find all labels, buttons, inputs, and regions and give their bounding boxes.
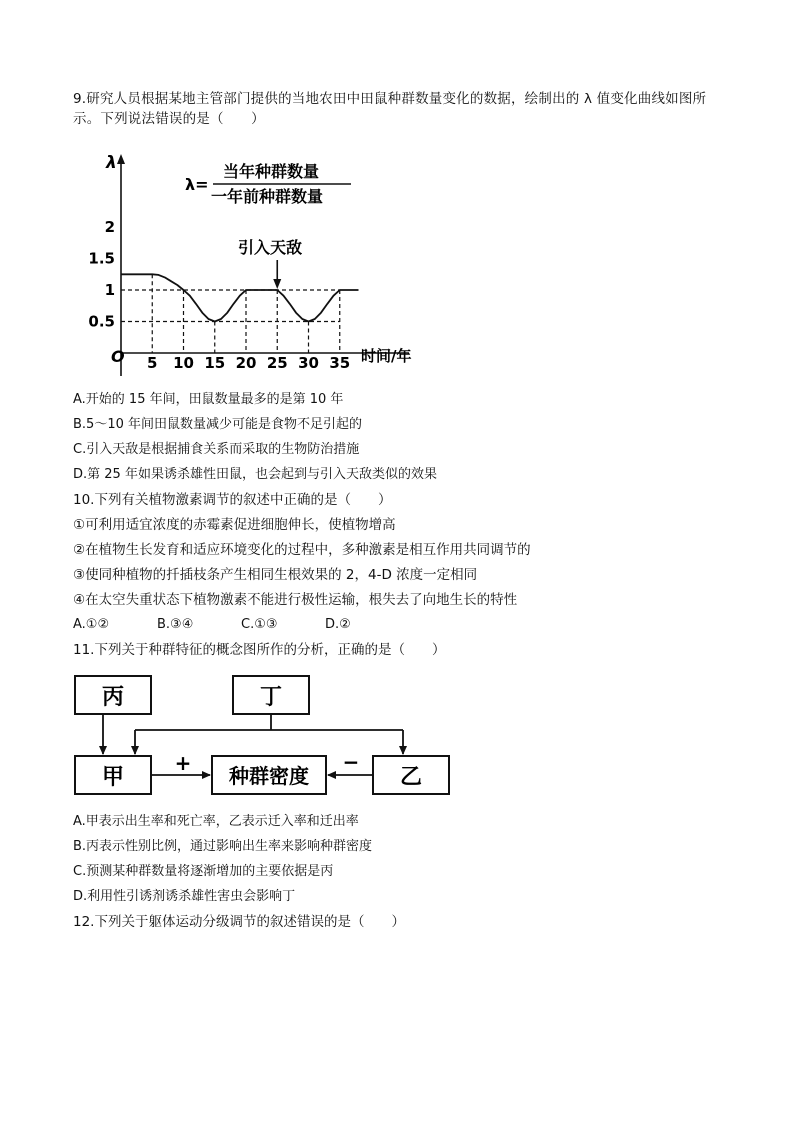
x-tick-label-10: 10 — [173, 354, 194, 372]
q9-option-d: D.第 25 年如果诱杀雄性田鼠，也会起到与引入天敌类似的效果 — [73, 467, 437, 482]
y-tick-label-2: 2 — [104, 218, 115, 236]
annotation-label: 引入天敌 — [238, 238, 303, 257]
q10-option-c: C.①③ — [241, 617, 278, 632]
q9-option-c: C.引入天敌是根据捕食关系而采取的生物防治措施 — [73, 442, 360, 457]
question-9-stem: 9.研究人员根据某地主管部门提供的当地农田中田鼠种群数量变化的数据，绘制出的 λ 值变化曲线如图所示。下列说法错误的是（ ） — [73, 91, 707, 127]
label-yi: 乙 — [399, 765, 423, 790]
q9-option-b: B.5～10 年间田鼠数量减少可能是食物不足引起的 — [73, 417, 362, 432]
formula-numerator: 当年种群数量 — [223, 162, 320, 181]
formula-denominator: 一年前种群数量 — [211, 187, 324, 206]
label-ding: 丁 — [259, 685, 283, 710]
x-tick-label-5: 5 — [147, 354, 158, 372]
q10-options — [73, 615, 351, 635]
y-axis-label: λ — [106, 153, 117, 173]
q11-option-a: A.甲表示出生率和死亡率，乙表示迁入率和迁出率 — [73, 814, 359, 829]
x-tick-label-25: 25 — [266, 354, 288, 372]
sign-minus: − — [342, 750, 360, 774]
q10-item-4: ④在太空失重状态下植物激素不能进行极性运输，根失去了向地生长的特性 — [73, 592, 518, 608]
x-tick-label-20: 20 — [235, 354, 257, 372]
x-tick-label-30: 30 — [298, 354, 319, 372]
question-11-stem: 11.下列关于种群特征的概念图所作的分析，正确的是（ ） — [73, 642, 446, 658]
q10-item-3: ③使同种植物的扦插枝条产生相同生根效果的 2，4-D 浓度一定相同 — [73, 567, 478, 583]
y-axis-arrow — [117, 154, 125, 164]
lambda-chart — [73, 148, 433, 388]
origin-label: O — [111, 347, 125, 366]
formula-lhs: λ= — [185, 175, 209, 194]
q10-option-a: A.①② — [73, 617, 110, 632]
q9-option-a: A.开始的 15 年间，田鼠数量最多的是第 10 年 — [73, 392, 344, 407]
q11-option-d: D.利用性引诱剂诱杀雄性害虫会影响丁 — [73, 889, 296, 904]
annotation-arrow-head — [273, 279, 281, 289]
y-tick-label-1: 1 — [104, 281, 115, 299]
q11-option-c: C.预测某种群数量将逐渐增加的主要依据是丙 — [73, 864, 334, 879]
q10-option-d: D.② — [325, 617, 351, 632]
question-12-stem: 12.下列关于躯体运动分级调节的叙述错误的是（ ） — [73, 914, 405, 930]
q10-item-2: ②在植物生长发育和适应环境变化的过程中，多种激素是相互作用共同调节的 — [73, 542, 531, 558]
label-bing: 丙 — [101, 685, 125, 710]
population-concept-diagram — [73, 672, 463, 802]
question-10-stem: 10.下列有关植物激素调节的叙述中正确的是（ ） — [73, 492, 392, 508]
x-tick-label-15: 15 — [204, 354, 226, 372]
q11-option-b: B.丙表示性别比例，通过影响出生率来影响种群密度 — [73, 839, 373, 854]
x-tick-label-35: 35 — [329, 354, 351, 372]
lambda-curve — [121, 274, 359, 321]
label-population-density: 种群密度 — [229, 764, 309, 788]
q10-option-b: B.③④ — [157, 617, 194, 632]
label-jia: 甲 — [101, 765, 125, 790]
y-tick-label-0.5: 0.5 — [88, 312, 115, 331]
q10-item-1: ①可利用适宜浓度的赤霉素促进细胞伸长，使植物增高 — [73, 517, 396, 533]
x-axis-label: 时间/年 — [361, 347, 412, 365]
sign-plus: + — [174, 751, 192, 775]
y-tick-label-1.5: 1.5 — [88, 249, 115, 268]
